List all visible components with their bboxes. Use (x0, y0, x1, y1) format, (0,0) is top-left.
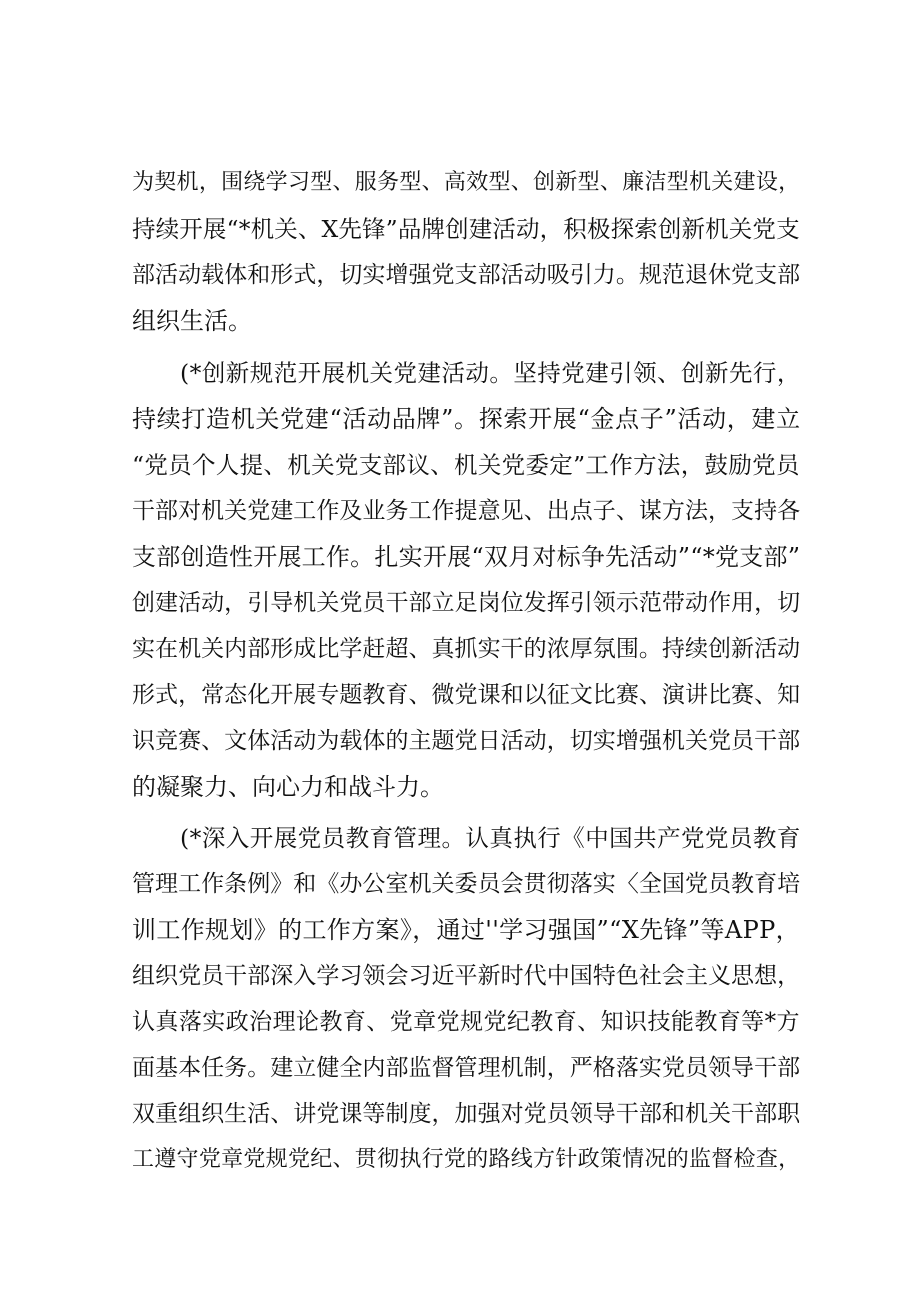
text-line: 的凝聚力、向心力和战斗力。 (132, 773, 444, 801)
text-line: 干部对机关党建工作及业务工作提意见、出点子、谋方法，支持各 (132, 498, 801, 524)
text-line: 支部创造性开展工作。扎实开展“双月对标争先活动”“*党支部” (132, 543, 801, 571)
text-line: 持续打造机关党建“活动品牌”。探索开展“金点子”活动，建立 (132, 405, 801, 433)
text-line: 部活动载体和形式，切实增强党支部活动吸引力。规范退休党支部 (132, 262, 801, 288)
section-heading-line: (*创新规范开展机关党建活动。坚持党建引领、创新先行， (180, 359, 801, 387)
text-line: 持续开展“*机关、X先锋”品牌创建活动，积极探索创新机关党支 (132, 215, 800, 243)
text-line: 训工作规划》的工作方案》，通过''学习强国”“X先锋”等APP， (132, 916, 800, 944)
text-line: 组织生活。 (132, 307, 252, 335)
text-line: 双重组织生活、讲党课等制度，加强对党员领导干部和机关干部职 (132, 1101, 801, 1127)
text-line: 认真落实政治理论教育、党章党规党纪教育、知识技能教育等*方 (132, 1009, 800, 1035)
text-line: 创建活动，引导机关党员干部立足岗位发挥引领示范带动作用，切 (132, 590, 801, 616)
text-line: 为契机，围绕学习型、服务型、高效型、创新型、廉洁型机关建设， (132, 170, 801, 195)
text-line: 管理工作条例》和《办公室机关委员会贯彻落实〈全国党员教育培 (132, 871, 801, 897)
text-line: 识竞赛、文体活动为载体的主题党日活动，切实增强机关党员干部 (132, 728, 801, 754)
section-heading-line: (*深入开展党员教育管理。认真执行《中国共产党党员教育 (180, 824, 801, 852)
text-line: 实在机关内部形成比学赶超、真抓实干的浓厚氛围。持续创新活动 (132, 636, 801, 662)
text-line: 组织党员干部深入学习领会习近平新时代中国特色社会主义思想， (132, 963, 801, 989)
text-line: “党员个人提、机关党支部议、机关党委定”工作方法，鼓励党员 (132, 451, 800, 479)
text-line: 工遵守党章党规党纪、贯彻执行党的路线方针政策情况的监督检查， (132, 1147, 801, 1172)
text-line: 面基本任务。建立健全内部监督管理机制，严格落实党员领导干部 (132, 1055, 801, 1081)
text-line: 形式，常态化开展专题教育、微党课和以征文比赛、演讲比赛、知 (132, 682, 801, 708)
